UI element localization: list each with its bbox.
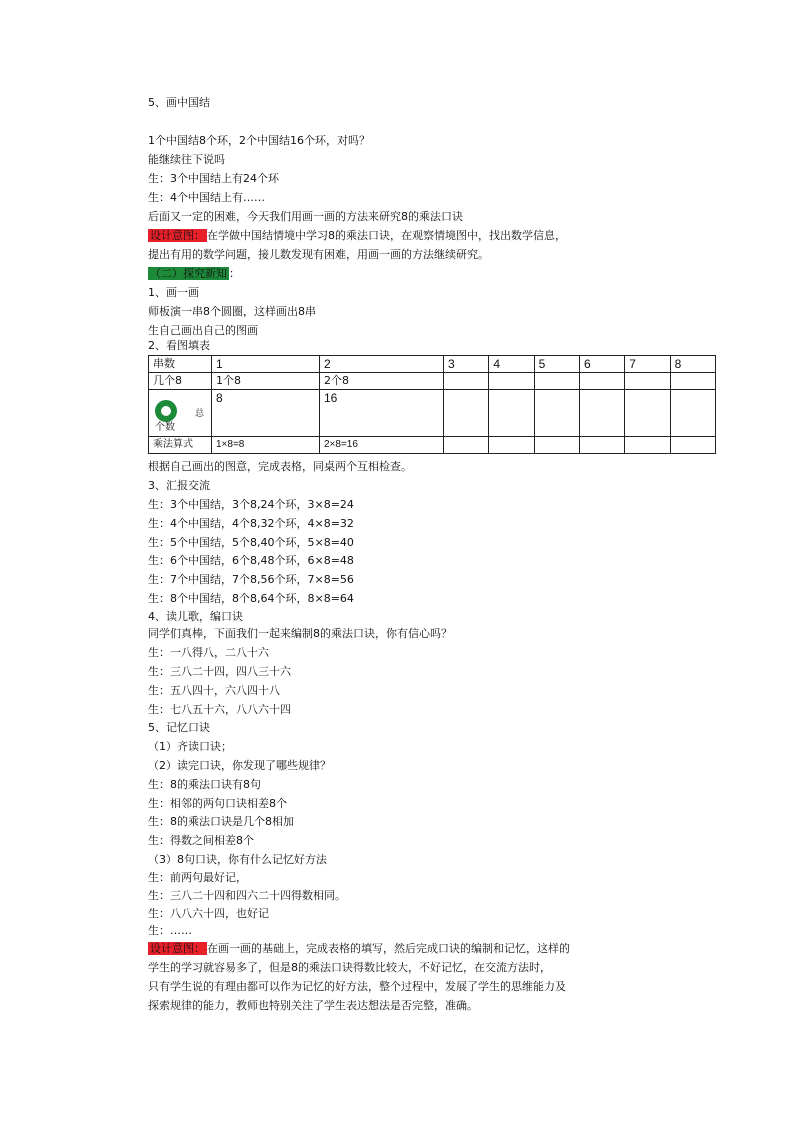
fill-in-table xyxy=(148,355,716,454)
table-cell xyxy=(670,437,715,454)
step4-line-2: 生：一八得八，二八十六 xyxy=(148,646,269,659)
table-cell xyxy=(625,373,670,390)
table-cell xyxy=(489,390,534,437)
step5-line-7: （3）8句口诀，你有什么记忆好方法 xyxy=(148,853,327,866)
section-explore-suffix: ： xyxy=(229,267,240,280)
section-explore-tag: （二）探究新知 xyxy=(150,267,227,280)
table-cell: 2×8=16 xyxy=(319,437,443,454)
table-cell-ring xyxy=(149,390,212,437)
step3-title: 3、汇报交流 xyxy=(148,479,210,492)
step5-line-2: （2）读完口诀，你发现了哪些规律？ xyxy=(148,759,331,772)
step3-line-5: 生：7个中国结，7个8,56个环，7×8=56 xyxy=(148,573,354,586)
intro-line-1: 1个中国结8个环，2个中国结16个环，对吗？ xyxy=(148,134,370,147)
step4-line-3: 生：三八二十四，四八三十六 xyxy=(148,665,291,678)
table-cell: 8 xyxy=(212,390,320,437)
step4-line-5: 生：七八五十六，八八六十四 xyxy=(148,703,291,716)
ring-suffix: 总 xyxy=(195,409,205,419)
step3-line-1: 生：3个中国结，3个8,24个环，3×8=24 xyxy=(148,498,354,511)
design-intent-2-line2: 学生的学习就容易多了，但是8的乘法口诀得数比较大，不好记忆，在交流方法时， xyxy=(148,961,551,974)
design-intent-tag: 设计意图： xyxy=(150,229,205,242)
intro-line-5: 后面又一定的困难，今天我们用画一画的方法来研究8的乘法口诀 xyxy=(148,210,463,223)
step3-line-2: 生：4个中国结，4个8,32个环，4×8=32 xyxy=(148,517,354,530)
table-cell xyxy=(534,437,579,454)
step5-line-4: 生：相邻的两句口诀相差8个 xyxy=(148,797,287,810)
step4-line-1: 同学们真棒，下面我们一起来编制8的乘法口诀，你有信心吗？ xyxy=(148,627,452,640)
table-row-totals xyxy=(149,390,716,437)
table-cell: 1×8=8 xyxy=(212,437,320,454)
table-cell: 4 xyxy=(489,356,534,373)
table-cell: 乘法算式 xyxy=(149,437,212,454)
step5-line-6: 生：得数之间相差8个 xyxy=(148,834,254,847)
step3-line-3: 生：5个中国结，5个8,40个环，5×8=40 xyxy=(148,536,354,549)
design-intent-2-line3: 只有学生说的有理由都可以作为记忆的好方法，整个过程中，发展了学生的思维能力及 xyxy=(148,980,566,993)
table-cell: 16 xyxy=(319,390,443,437)
section-explore xyxy=(148,266,240,282)
ring-icon xyxy=(155,400,177,422)
table-cell xyxy=(444,437,489,454)
table-row-groups xyxy=(149,373,716,390)
table-row-header xyxy=(149,356,716,373)
section-heading: 5、画中国结 xyxy=(148,96,210,109)
step5-line-3: 生：8的乘法口诀有8句 xyxy=(148,778,261,791)
design-intent-1 xyxy=(148,228,566,244)
step5-line-1: （1）齐读口诀； xyxy=(148,740,232,753)
table-cell: 串数 xyxy=(149,356,212,373)
table-cell xyxy=(534,390,579,437)
table-cell xyxy=(670,373,715,390)
step4-title: 4、读儿歌，编口诀 xyxy=(148,610,243,623)
intro-line-4: 生：4个中国结上有…… xyxy=(148,191,265,204)
table-cell: 7 xyxy=(625,356,670,373)
step1-line-1: 师板演一串8个圆圈，这样画出8串 xyxy=(148,305,316,318)
intro-line-2: 能继续往下说吗 xyxy=(148,153,225,166)
table-cell: 1个8 xyxy=(212,373,320,390)
step5-title: 5、记忆口诀 xyxy=(148,721,210,734)
table-cell xyxy=(444,373,489,390)
table-cell: 8 xyxy=(670,356,715,373)
table-cell xyxy=(579,437,624,454)
table-cell: 几个8 xyxy=(149,373,212,390)
table-cell: 2 xyxy=(319,356,443,373)
table-cell xyxy=(625,437,670,454)
table-cell: 2个8 xyxy=(319,373,443,390)
step5-line-5: 生：8的乘法口诀是几个8相加 xyxy=(148,815,294,828)
table-cell: 3 xyxy=(444,356,489,373)
table-cell xyxy=(489,373,534,390)
table-row-equations xyxy=(149,437,716,454)
table-cell xyxy=(579,390,624,437)
step3-line-4: 生：6个中国结，6个8,48个环，6×8=48 xyxy=(148,554,354,567)
table-cell xyxy=(444,390,489,437)
design-intent-2-line4: 探索规律的能力，教师也特别关注了学生表达想法是否完整，准确。 xyxy=(148,999,478,1012)
step1-line-2: 生自己画出自己的图画 xyxy=(148,324,258,337)
design-intent-text: 在学做中国结情境中学习8的乘法口诀，在观察情境图中，找出数学信息， xyxy=(207,229,566,242)
step1-title: 1、画一画 xyxy=(148,286,199,299)
table-cell xyxy=(625,390,670,437)
table-cell: 6 xyxy=(579,356,624,373)
design-intent-2 xyxy=(148,941,570,957)
step2-title: 2、看图填表 xyxy=(148,339,210,352)
intro-line-3: 生：3个中国结上有24个环 xyxy=(148,172,279,185)
step4-line-4: 生：五八四十，六八四十八 xyxy=(148,684,280,697)
table-cell xyxy=(579,373,624,390)
design-intent-1-line2: 提出有用的数学问题，接儿数发现有困难，用画一画的方法继续研究。 xyxy=(148,248,489,261)
step5-line-9: 生：三八二十四和四六二十四得数相同。 xyxy=(148,889,346,902)
after-table-text: 根据自己画出的图意，完成表格，同桌两个互相检查。 xyxy=(148,460,412,473)
step5-line-11: 生：…… xyxy=(148,924,192,937)
step3-line-6: 生：8个中国结，8个8,64个环，8×8=64 xyxy=(148,592,354,605)
table-cell: 5 xyxy=(534,356,579,373)
table-cell xyxy=(670,390,715,437)
table-cell xyxy=(489,437,534,454)
ring-label: 个数 xyxy=(155,422,175,433)
design-intent-2-text: 在画一画的基础上，完成表格的填写，然后完成口诀的编制和记忆，这样的 xyxy=(207,942,570,955)
step5-line-10: 生：八八六十四，也好记 xyxy=(148,907,269,920)
step5-line-8: 生：前两句最好记， xyxy=(148,871,247,884)
table-cell xyxy=(534,373,579,390)
table-cell: 1 xyxy=(212,356,320,373)
design-intent-2-tag: 设计意图： xyxy=(150,942,205,955)
